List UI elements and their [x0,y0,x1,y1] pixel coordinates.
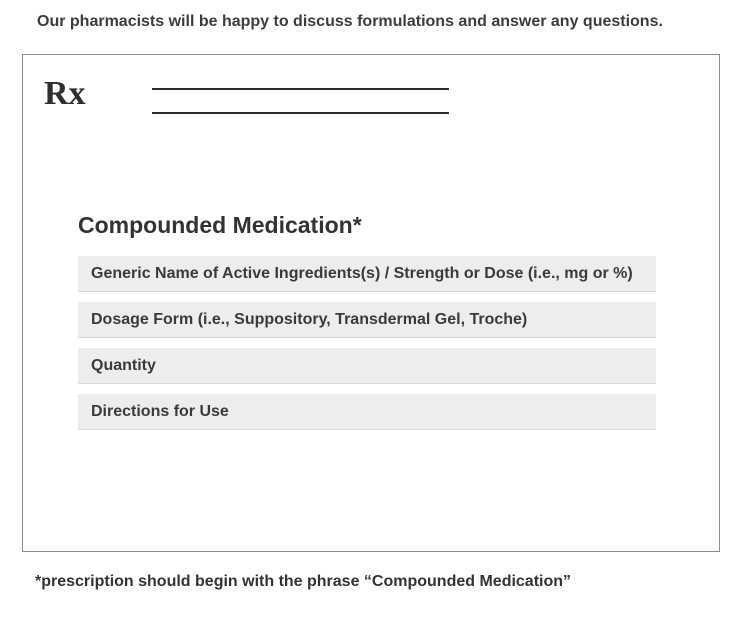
prescriber-line-1 [152,88,449,90]
field-dosage-form: Dosage Form (i.e., Suppository, Transdermal Gel, Troche) [78,302,656,338]
compounded-medication-title: Compounded Medication* [78,212,362,238]
rx-symbol: Rx [44,75,86,112]
footnote: *prescription should begin with the phrase “Compounded Medication” [35,573,572,590]
field-quantity: Quantity [78,348,656,384]
field-generic-name: Generic Name of Active Ingredients(s) / Strength or Dose (i.e., mg or %) [78,256,656,292]
intro-text: Our pharmacists will be happy to discuss formulations and answer any questions. [37,13,663,30]
prescription-card [22,54,720,552]
prescriber-line-2 [152,112,449,114]
prescription-fields [78,256,656,440]
field-directions: Directions for Use [78,394,656,430]
